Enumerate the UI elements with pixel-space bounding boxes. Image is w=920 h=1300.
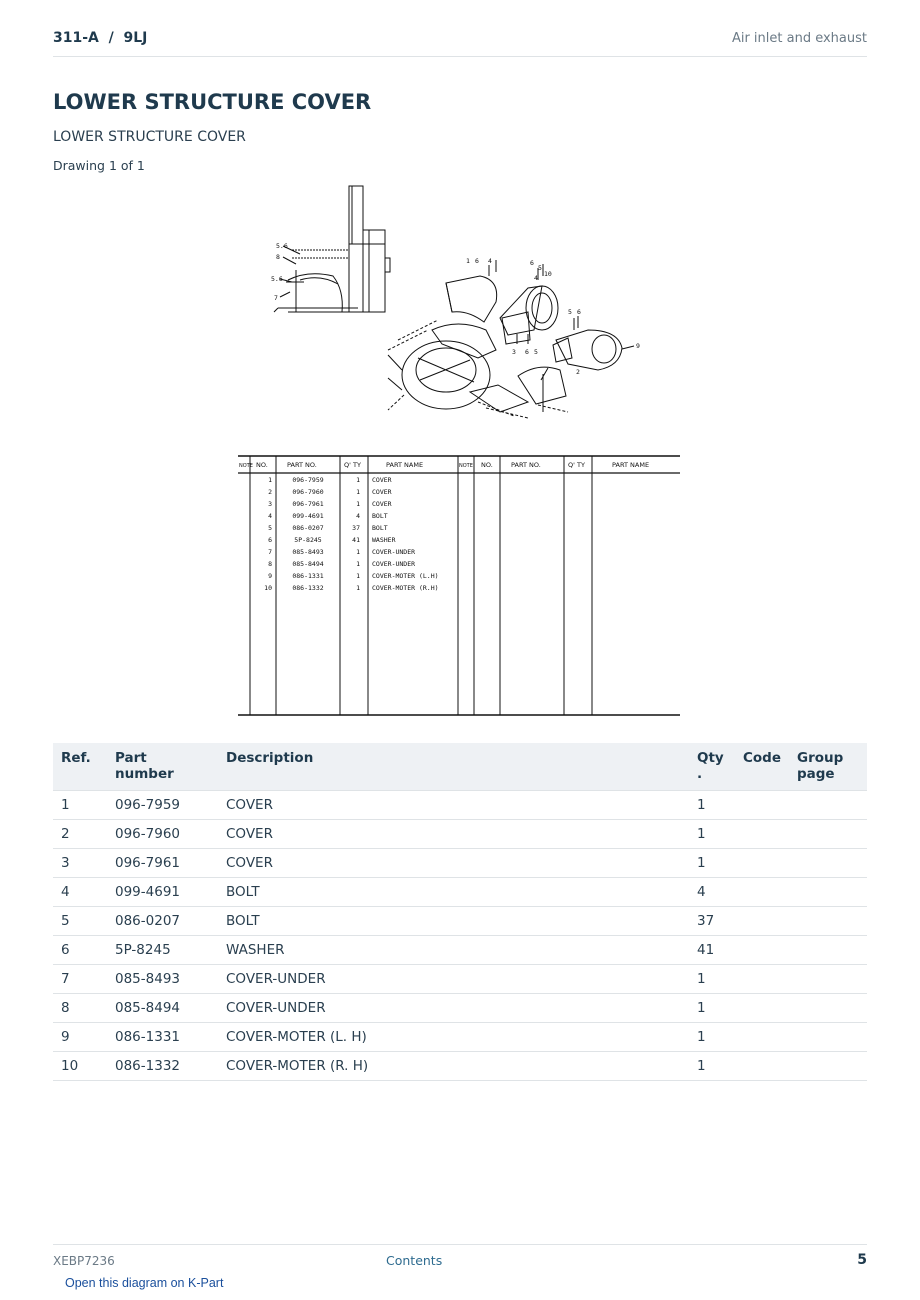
cell-code — [735, 820, 789, 849]
scan-row-part: 096-7960 — [292, 488, 324, 496]
cell-code — [735, 791, 789, 820]
cell-group-page — [789, 878, 867, 907]
cell-description: BOLT — [218, 878, 689, 907]
scan-row-no: 1 — [268, 476, 272, 484]
scan-row-name: COVER-UNDER — [372, 560, 416, 568]
scan-row-no: 7 — [268, 548, 272, 556]
cell-code — [735, 1052, 789, 1081]
scan-header: PART NAME — [612, 461, 650, 469]
cell-part-number: 086-1332 — [107, 1052, 218, 1081]
col-ref: Ref. — [53, 743, 107, 791]
callout-label: 5 — [568, 308, 572, 316]
scan-row-qty: 1 — [356, 548, 360, 556]
scan-row-part: 096-7961 — [292, 500, 324, 508]
scanned-table-rows — [264, 476, 438, 592]
open-in-kpart-link[interactable]: Open this diagram on K-Part — [65, 1276, 224, 1290]
page-title: LOWER STRUCTURE COVER — [53, 90, 372, 114]
col-code: Code — [735, 743, 789, 791]
scan-row-part: 085-8494 — [292, 560, 324, 568]
scan-row-name: COVER — [372, 500, 392, 508]
cell-description: COVER-MOTER (R. H) — [218, 1052, 689, 1081]
cell-ref: 1 — [53, 791, 107, 820]
parts-table — [53, 743, 867, 1081]
cell-group-page — [789, 1052, 867, 1081]
scan-header: NOTE — [239, 463, 253, 469]
callout-label: 9 — [636, 342, 640, 350]
parts-table-body — [53, 791, 867, 1081]
scan-row-name: COVER — [372, 488, 392, 496]
cell-group-page — [789, 994, 867, 1023]
cell-part-number: 086-1331 — [107, 1023, 218, 1052]
col-group-page: Group page — [789, 743, 867, 791]
cell-qty: 1 — [689, 791, 735, 820]
cell-description: COVER — [218, 820, 689, 849]
scan-row-qty: 41 — [352, 536, 360, 544]
page-header — [53, 28, 867, 57]
scan-header: PART NO. — [511, 461, 541, 469]
scan-header: PART NO. — [287, 461, 317, 469]
table-row — [53, 1052, 867, 1081]
cell-part-number: 096-7959 — [107, 791, 218, 820]
cell-group-page — [789, 820, 867, 849]
cell-part-number: 085-8494 — [107, 994, 218, 1023]
cell-code — [735, 994, 789, 1023]
scan-row-part: 086-0207 — [292, 524, 324, 532]
scan-row-qty: 1 — [356, 560, 360, 568]
scan-row-qty: 1 — [356, 500, 360, 508]
page-number: 5 — [857, 1252, 867, 1268]
cell-code — [735, 907, 789, 936]
cell-qty: 1 — [689, 965, 735, 994]
cell-description: COVER-MOTER (L. H) — [218, 1023, 689, 1052]
callout-label: 4 — [488, 257, 492, 265]
col-qty: Qty . — [689, 743, 735, 791]
callout-label: 5.6 — [271, 275, 283, 283]
callout-label: 5 — [538, 264, 542, 272]
cell-qty: 1 — [689, 820, 735, 849]
scan-row-no: 5 — [268, 524, 272, 532]
callout-label: 7 — [274, 294, 278, 302]
cell-qty: 1 — [689, 849, 735, 878]
scan-row-name: BOLT — [372, 524, 388, 532]
scan-row-no: 2 — [268, 488, 272, 496]
cell-code — [735, 965, 789, 994]
scan-row-name: COVER-MOTER (R.H) — [372, 584, 439, 592]
cell-ref: 2 — [53, 820, 107, 849]
table-row — [53, 849, 867, 878]
callout-label: 1 — [466, 257, 470, 265]
table-row — [53, 994, 867, 1023]
cell-part-number: 086-0207 — [107, 907, 218, 936]
scan-row-part: 085-8493 — [292, 548, 324, 556]
page-subtitle: LOWER STRUCTURE COVER — [53, 129, 246, 145]
scan-row-part: 099-4691 — [292, 512, 324, 520]
contents-link[interactable]: Contents — [386, 1253, 443, 1268]
cell-description: COVER — [218, 791, 689, 820]
table-row — [53, 965, 867, 994]
scan-row-qty: 1 — [356, 572, 360, 580]
cell-qty: 41 — [689, 936, 735, 965]
callout-label: 5.6 — [276, 242, 288, 250]
document-id: XEBP7236 — [53, 1254, 115, 1268]
cell-ref: 3 — [53, 849, 107, 878]
diagram-callouts — [271, 242, 640, 376]
cell-description: COVER-UNDER — [218, 965, 689, 994]
cell-code — [735, 878, 789, 907]
callout-label: 8 — [276, 253, 280, 261]
scanned-table-header — [239, 461, 649, 469]
cell-description: COVER — [218, 849, 689, 878]
cell-qty: 4 — [689, 878, 735, 907]
scan-row-name: BOLT — [372, 512, 388, 520]
cell-part-number: 085-8493 — [107, 965, 218, 994]
scan-row-qty: 1 — [356, 584, 360, 592]
table-row — [53, 936, 867, 965]
cell-description: WASHER — [218, 936, 689, 965]
cell-group-page — [789, 849, 867, 878]
cell-part-number: 099-4691 — [107, 878, 218, 907]
cell-ref: 6 — [53, 936, 107, 965]
cell-group-page — [789, 936, 867, 965]
scan-row-qty: 4 — [356, 512, 360, 520]
cell-qty: 1 — [689, 994, 735, 1023]
exploded-drawing — [274, 186, 634, 418]
scan-header: NO. — [256, 461, 268, 469]
scan-row-qty: 37 — [352, 524, 360, 532]
cell-group-page — [789, 907, 867, 936]
scan-row-no: 10 — [264, 584, 272, 592]
table-header-row — [53, 743, 867, 791]
cell-ref: 5 — [53, 907, 107, 936]
col-description: Description — [218, 743, 689, 791]
scan-header: Q' TY — [344, 461, 361, 469]
scan-row-no: 8 — [268, 560, 272, 568]
section-label: Air inlet and exhaust — [731, 31, 867, 46]
callout-label: 10 — [544, 270, 552, 278]
callout-label: 2 — [576, 368, 580, 376]
scan-row-no: 4 — [268, 512, 272, 520]
table-row — [53, 878, 867, 907]
scan-header: PART NAME — [386, 461, 424, 469]
scan-row-part: 086-1332 — [292, 584, 324, 592]
drawing-counter: Drawing 1 of 1 — [53, 158, 145, 173]
cell-description: COVER-UNDER — [218, 994, 689, 1023]
scan-row-part: 5P-8245 — [294, 536, 322, 544]
cell-qty: 37 — [689, 907, 735, 936]
callout-label: 6 — [577, 308, 581, 316]
table-row — [53, 820, 867, 849]
cell-ref: 4 — [53, 878, 107, 907]
scan-row-name: COVER-UNDER — [372, 548, 416, 556]
scan-row-name: COVER — [372, 476, 392, 484]
callout-label: 3 — [512, 348, 516, 356]
cell-code — [735, 1023, 789, 1052]
model-label: 311-A / 9LJ — [53, 30, 148, 46]
cell-ref: 7 — [53, 965, 107, 994]
callout-label: 6 — [525, 348, 529, 356]
scan-row-qty: 1 — [356, 476, 360, 484]
col-part-number: Part number — [107, 743, 218, 791]
callout-label: 4 — [534, 274, 538, 282]
table-row — [53, 1023, 867, 1052]
scan-row-part: 096-7959 — [292, 476, 324, 484]
page-footer — [53, 1244, 867, 1275]
table-row — [53, 791, 867, 820]
cell-code — [735, 849, 789, 878]
callout-label: 6 — [530, 259, 534, 267]
scan-row-no: 3 — [268, 500, 272, 508]
cell-group-page — [789, 1023, 867, 1052]
callout-label: 5 — [534, 348, 538, 356]
cell-group-page — [789, 965, 867, 994]
cell-part-number: 096-7960 — [107, 820, 218, 849]
scan-header: NO. — [481, 461, 493, 469]
scan-row-no: 6 — [268, 536, 272, 544]
scan-row-name: WASHER — [372, 536, 396, 544]
callout-label: 6 — [475, 257, 479, 265]
cell-code — [735, 936, 789, 965]
scan-row-qty: 1 — [356, 488, 360, 496]
parts-diagram — [238, 180, 682, 725]
cell-ref: 9 — [53, 1023, 107, 1052]
cell-ref: 8 — [53, 994, 107, 1023]
cell-ref: 10 — [53, 1052, 107, 1081]
scan-row-name: COVER-MOTER (L.H) — [372, 572, 439, 580]
cell-group-page — [789, 791, 867, 820]
cell-part-number: 096-7961 — [107, 849, 218, 878]
scan-header: NOTE — [459, 463, 473, 469]
cell-qty: 1 — [689, 1052, 735, 1081]
scan-header: Q' TY — [568, 461, 585, 469]
cell-part-number: 5P-8245 — [107, 936, 218, 965]
cell-description: BOLT — [218, 907, 689, 936]
cell-qty: 1 — [689, 1023, 735, 1052]
table-row — [53, 907, 867, 936]
scan-row-no: 9 — [268, 572, 272, 580]
scan-row-part: 086-1331 — [292, 572, 324, 580]
